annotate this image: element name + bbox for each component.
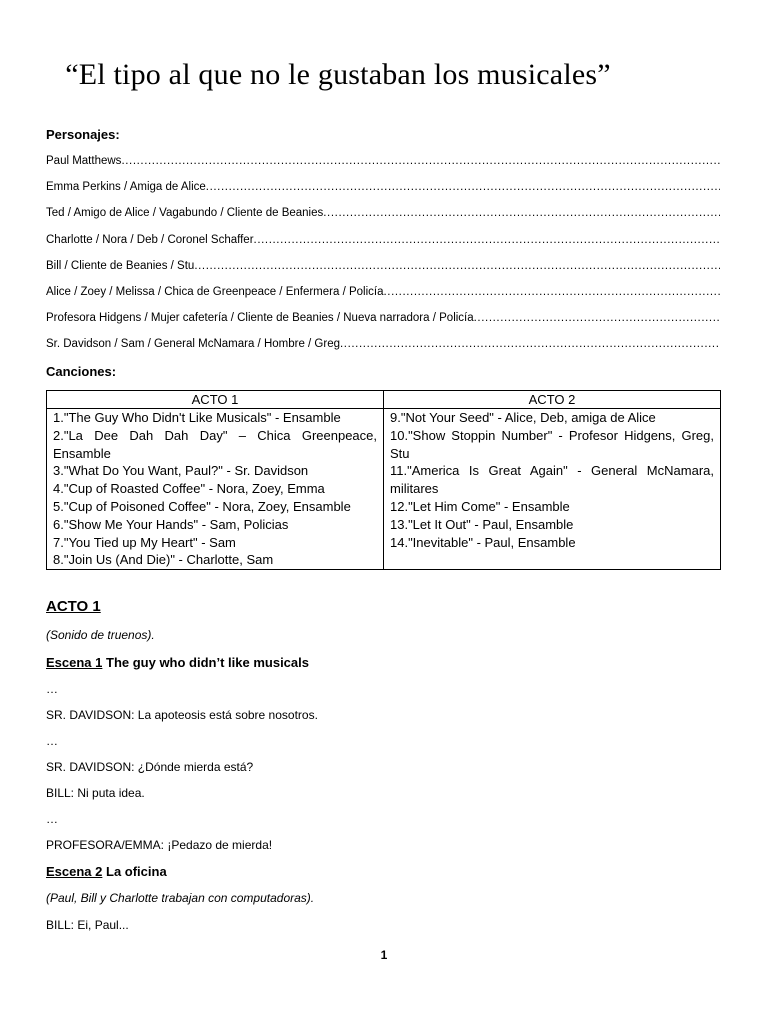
song-item: 9."Not Your Seed" - Alice, Deb, amiga de Alice xyxy=(390,410,656,425)
dot-leader xyxy=(121,152,720,170)
dialogue-line: SR. DAVIDSON: ¿Dónde mierda está? xyxy=(46,760,254,774)
song-item: 4."Cup of Roasted Coffee" - Nora, Zoey, Emma xyxy=(53,481,325,497)
cast-item xyxy=(46,152,720,178)
dialogue-line: PROFESORA/EMMA: ¡Pedazo de mierda! xyxy=(46,838,273,852)
song-item: 3."What Do You Want, Paul?" - Sr. Davidson xyxy=(53,463,309,479)
dialogue-line: SR. DAVIDSON: La apoteosis está sobre nosotros. xyxy=(46,708,318,722)
cast-name: Sr. Davidson / Sam / General McNamara / Hombre / Greg xyxy=(46,338,340,351)
canciones-label: Canciones: xyxy=(46,364,117,379)
song-item: 12."Let Him Come" - Ensamble xyxy=(390,498,570,514)
cast-name: Bill / Cliente de Beanies / Stu xyxy=(46,259,195,272)
stage-direction: (Sonido de truenos). xyxy=(46,628,155,642)
dot-leader xyxy=(474,309,720,327)
cast-name: Ted / Amigo de Alice / Vagabundo / Cliente de Beanies xyxy=(46,207,324,220)
song-item: 7."You Tied up My Heart" - Sam xyxy=(53,534,236,550)
cast-item xyxy=(46,283,720,309)
dialogue-line: BILL: Ni puta idea. xyxy=(46,786,145,800)
song-item: 8."Join Us (And Die)" - Charlotte, Sam xyxy=(53,552,274,568)
song-item: 13."Let It Out" - Paul, Ensamble xyxy=(390,516,574,532)
dot-leader xyxy=(340,335,720,353)
dot-leader xyxy=(323,204,720,222)
cast-name: Emma Perkins / Amiga de Alice xyxy=(46,181,206,194)
dialogue-line: BILL: Ei, Paul... xyxy=(46,918,129,932)
cast-name: Profesora Hidgens / Mujer cafetería / Cliente de Beanies / Nueva narradora / Policía xyxy=(46,312,474,325)
cast-name: Paul Matthews xyxy=(46,155,122,167)
song-item: 5."Cup of Poisoned Coffee" - Nora, Zoey, Ensamble xyxy=(53,498,351,514)
acto-heading: ACTO 1 xyxy=(46,598,101,615)
song-item: 11."America Is Great Again" - General McNamara, militares xyxy=(390,463,714,497)
ellipsis: … xyxy=(46,682,58,696)
cast-list xyxy=(46,152,720,362)
dot-leader xyxy=(206,178,720,196)
scene-heading xyxy=(46,864,167,879)
song-item: 1."The Guy Who Didn't Like Musicals" - Ensamble xyxy=(53,410,341,425)
stage-direction: (Paul, Bill y Charlotte trabajan con computadoras). xyxy=(46,891,315,905)
personajes-label: Personajes: xyxy=(46,127,120,142)
acto1-songs-cell xyxy=(47,409,384,570)
song-item: 10."Show Stoppin Number" - Profesor Hidgens, Greg, Stu xyxy=(390,427,714,461)
scene-label: Escena 2 xyxy=(46,864,103,879)
ellipsis: … xyxy=(46,734,58,748)
page-number: 1 xyxy=(380,948,388,962)
ellipsis: … xyxy=(46,812,58,826)
dot-leader xyxy=(194,257,720,275)
table-header-acto1: ACTO 1 xyxy=(47,391,384,409)
songs-table xyxy=(46,390,721,570)
cast-item xyxy=(46,335,720,361)
acto2-songs-cell xyxy=(384,409,721,570)
cast-item xyxy=(46,257,720,283)
document-title: “El tipo al que no le gustaban los musicales” xyxy=(65,58,611,91)
cast-item xyxy=(46,309,720,335)
table-header-acto2: ACTO 2 xyxy=(384,391,721,409)
scene-heading xyxy=(46,655,309,670)
dot-leader xyxy=(383,283,720,301)
song-item: 14."Inevitable" - Paul, Ensamble xyxy=(390,534,576,550)
song-item: 6."Show Me Your Hands" - Sam, Policias xyxy=(53,516,289,532)
song-item: 2."La Dee Dah Dah Day" – Chica Greenpeace, Ensamble xyxy=(53,427,377,461)
scene-title: The guy who didn’t like musicals xyxy=(106,655,309,670)
dot-leader xyxy=(254,231,720,249)
scene-title: La oficina xyxy=(106,864,167,879)
cast-name: Alice / Zoey / Melissa / Chica de Greenpeace / Enfermera / Policía xyxy=(46,285,384,298)
scene-label: Escena 1 xyxy=(46,655,103,670)
cast-item xyxy=(46,231,720,257)
cast-item xyxy=(46,204,720,230)
cast-item xyxy=(46,178,720,204)
cast-name: Charlotte / Nora / Deb / Coronel Schaffer xyxy=(46,233,254,246)
